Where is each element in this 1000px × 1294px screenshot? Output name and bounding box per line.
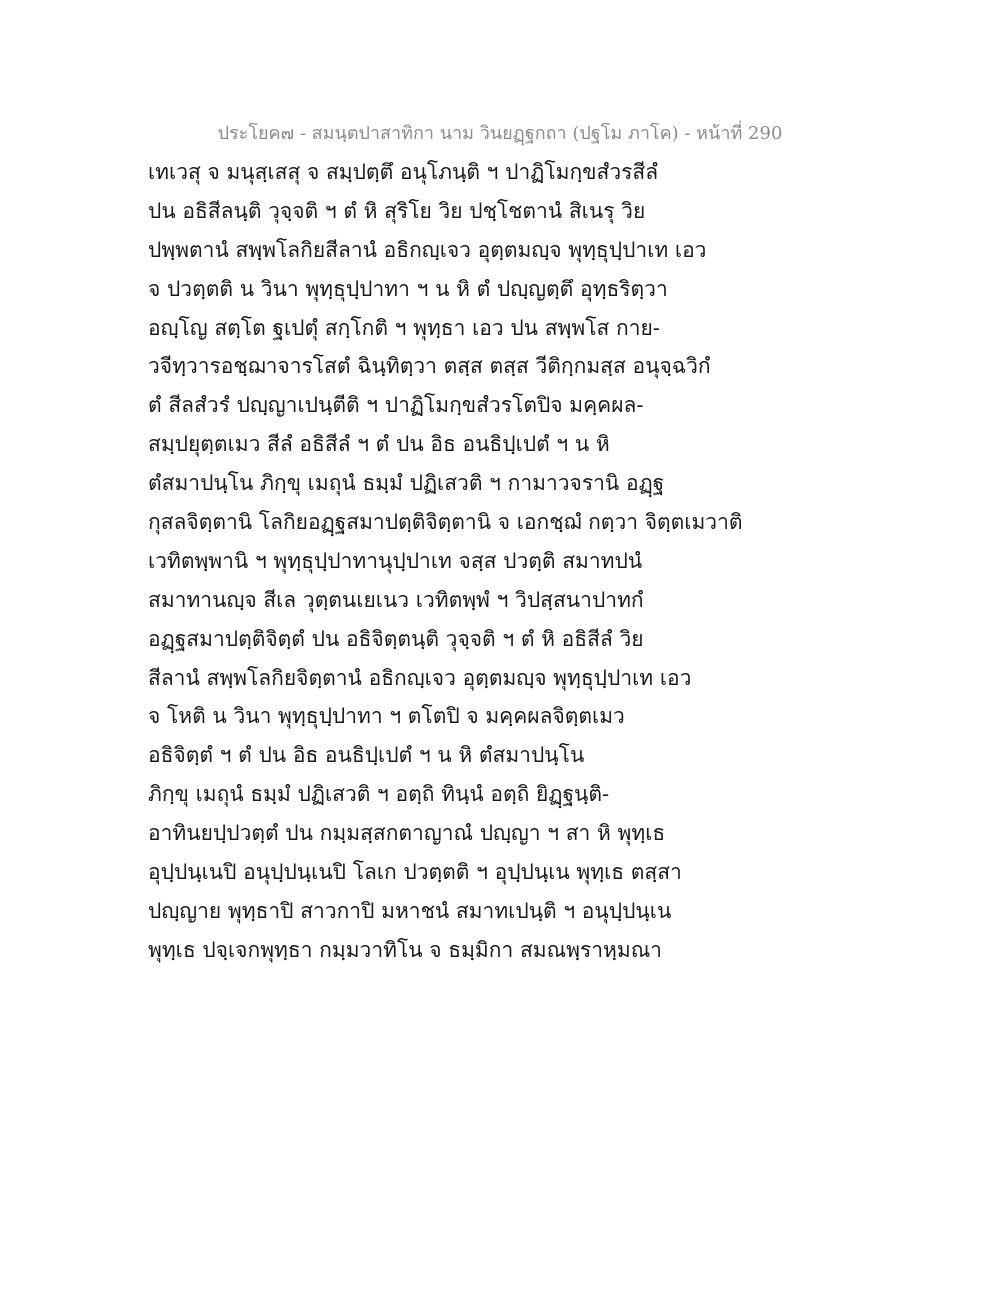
text-line: สมาทานญฺจ สีเล วุตฺตนเยเนว เวทิตพฺพํ ฯ วิปสฺสนาปาทกํ bbox=[148, 587, 644, 612]
text-line: ตํ สีลสํวรํ ปญฺญาเปนฺตีติ ฯ ปาฏิโมกฺขสํวรโตปิจ มคฺคผล- bbox=[148, 393, 644, 418]
text-line: พุทฺเธ ปจฺเจกพุทฺธา กมฺมวาทิโน จ ธมฺมิกา สมณพฺราหฺมณา bbox=[148, 937, 662, 962]
text-line: ภิกฺขุ เมถุนํ ธมฺมํ ปฏิเสวติ ฯ อตฺถิ ทินฺนํ อตฺถิ ยิฏฺฐนฺติ- bbox=[148, 782, 610, 807]
text-line: อุปฺปนฺเนปิ อนุปฺปนฺเนปิ โลเก ปวตฺตติ ฯ อุปฺปนฺเน พุทฺเธ ตสฺสา bbox=[148, 860, 682, 885]
text-line: เทเวสุ จ มนุสฺเสสุ จ สมฺปตฺตึ อนุโภนฺติ ฯ ปาฏิโมกฺขสํวรสีลํ bbox=[148, 160, 659, 184]
page-body-text bbox=[148, 153, 868, 970]
text-line: จ ปวตฺตติ น วินา พุทฺธุปฺปาทา ฯ น หิ ตํ ปญฺญตฺตึ อุทฺธริตฺวา bbox=[148, 276, 668, 301]
text-line: จ โหติ น วินา พุทฺธุปฺปาทา ฯ ตโตปิ จ มคฺคผลจิตฺตเมว bbox=[148, 704, 625, 729]
text-line: อญฺโญ สตฺโต ฐเปตุํ สกฺโกติ ฯ พุทฺธา เอว ปน สพฺพโส กาย- bbox=[148, 315, 660, 340]
text-line: สีลานํ สพฺพโลกิยจิตฺตานํ อธิกญฺเจว อุตฺตมญฺจ พุทฺธุปฺปาเท เอว bbox=[148, 665, 692, 690]
text-line: วจีทฺวารอชฺฌาจารโสตํ ฉินฺทิตฺวา ตสฺส ตสฺส วีติกฺกมสฺส อนุจฺฉวิกํ bbox=[148, 354, 711, 379]
text-line: ปญฺญาย พุทฺธาปิ สาวกาปิ มหาชนํ สมาทเปนฺติ ฯ อนุปฺปนฺเน bbox=[148, 898, 672, 923]
text-line: ปพฺพตานํ สพฺพโลกิยสีลานํ อธิกญฺเจว อุตฺตมญฺจ พุทฺธุปฺปาเท เอว bbox=[148, 237, 707, 262]
text-line: ตํสมาปนฺโน ภิกฺขุ เมถุนํ ธมฺมํ ปฏิเสวติ ฯ กามาวจรานิ อฏฺฐ bbox=[148, 471, 665, 496]
page-header: ประโยค๗ - สมนฺตปาสาทิกา นาม วินยฏฺฐกถา (ปฐโม ภาโค) - หน้าที่ 290 bbox=[217, 123, 783, 144]
text-line: เวทิตพฺพานิ ฯ พุทฺธุปฺปาทานุปฺปาเท จสฺส ปวตฺติ สมาทปนํ bbox=[148, 548, 643, 573]
text-line: กุสลจิตฺตานิ โลกิยอฏฺฐสมาปตฺติจิตฺตานิ จ เอกชฺฌํ กตฺวา จิตฺตเมวาติ bbox=[148, 510, 743, 535]
text-line: ปน อธิสีลนฺติ วุจฺจติ ฯ ตํ หิ สุริโย วิย ปชฺโชตานํ สิเนรุ วิย bbox=[148, 198, 646, 223]
text-line: อธิจิตฺตํ ฯ ตํ ปน อิธ อนธิปฺเปตํ ฯ น หิ ตํสมาปนฺโน bbox=[148, 743, 585, 768]
text-line: อาทินยปฺปวตฺตํ ปน กมฺมสฺสกตาญาณํ ปญฺญา ฯ สา หิ พุทฺเธ bbox=[148, 821, 666, 846]
text-line: อฏฺฐสมาปตฺติจิตฺตํ ปน อธิจิตฺตนฺติ วุจฺจติ ฯ ตํ หิ อธิสีลํ วิย bbox=[148, 626, 644, 651]
text-line: สมฺปยุตฺตเมว สีลํ อธิสีลํ ฯ ตํ ปน อิธ อนธิปฺเปตํ ฯ น หิ bbox=[148, 432, 610, 457]
